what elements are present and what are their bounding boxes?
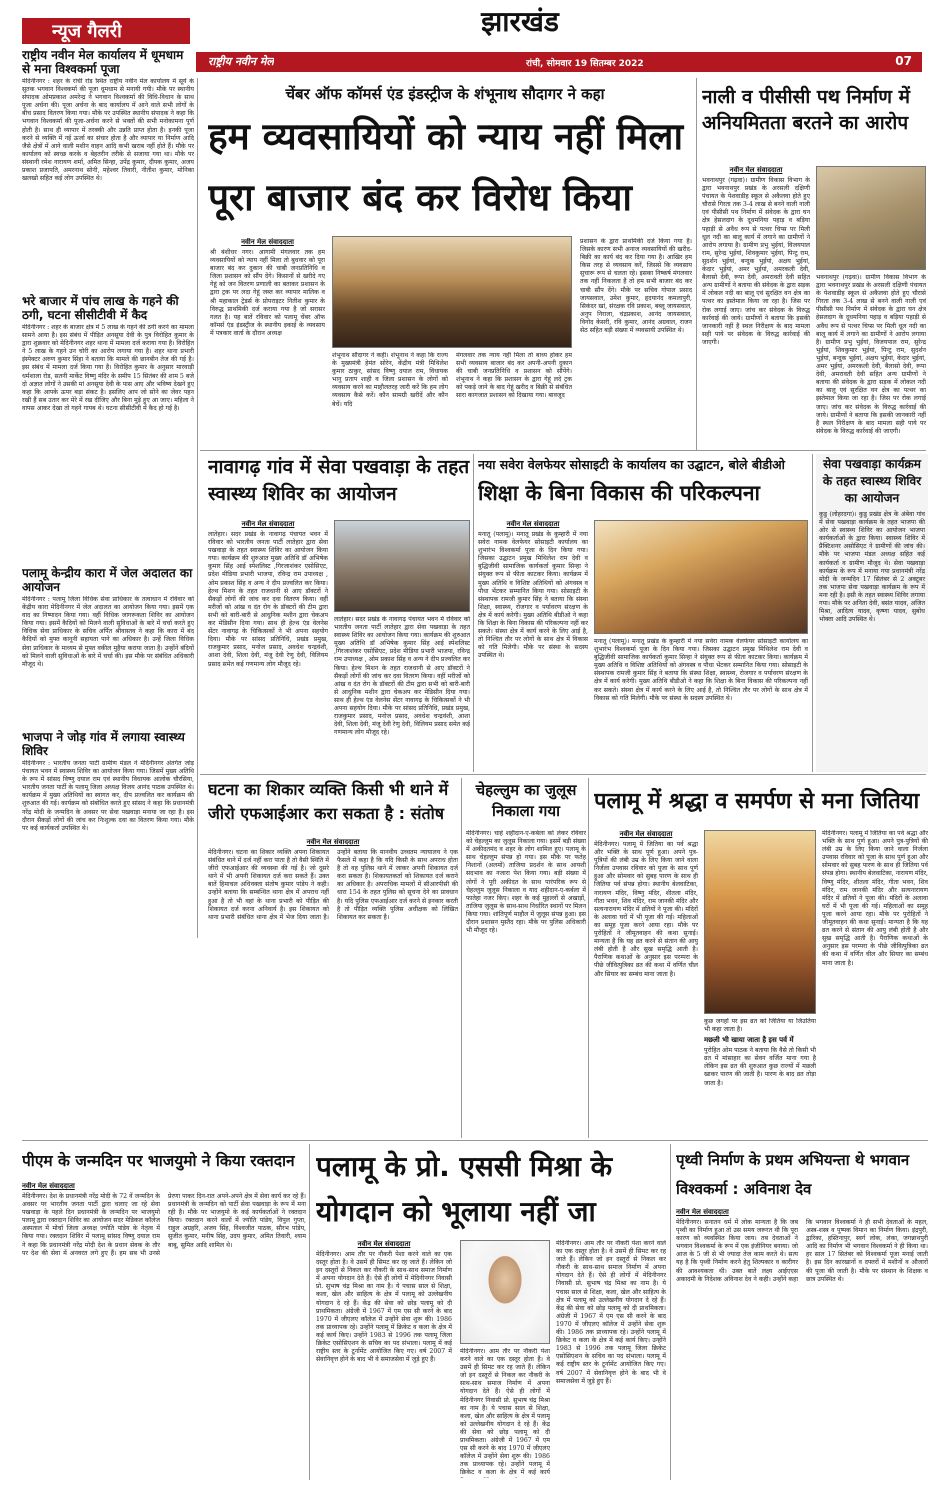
- divider: [461, 778, 462, 1138]
- gallery-item-body: मेदिनीनगर : भारतीय जनता पार्टी ग्रामीण मंडल ने मेदिनीनगर अंतर्गत जोड़ पंचायत भवन में स्वास्थ्य शिविर का आयोजन किया गया। जिसमें मुख्य अतिथि के रूप में सांसद विष्णु दयाल राम एवं स्थानीय विधायक आलोक चौरसिया, भारतीय जनता पार्टी के पलामू जिला अध्यक्ष विजय आनंद पाठक उपस्थित थे। कार्यक्रम में मुख्य अतिथियों का स्वागत कर, दीप प्रज्वलित कर कार्यक्रम की शुरुआत की गई। कार्यक्रम को संबोधित करते हुए सांसद ने कहा कि प्रधानमंत्री नरेंद्र मोदी के जन्मदिन के अवसर पर सेवा पखवाड़ा मनाया जा रहा है। इस दौरान सैकड़ों लोगों की जांच कर निःशुल्क दवा का वितरण किया गया। मौके पर कई कार्यकर्ता उपस्थित थे।: [22, 760, 194, 832]
- divider: [309, 1144, 310, 1480]
- lead-kicker: चेंबर ऑफ कॉमर्स एंड इंडस्ट्रीज के शंभूनाथ सौदागर ने कहा: [285, 85, 605, 103]
- divider: [22, 1140, 928, 1141]
- gallery-item-title: पलामू केन्द्रीय कारा में जेल अदालत का आयोजन: [22, 566, 193, 594]
- gallery-item-title: राष्ट्रीय नवीन मेल कार्यालय में धूमधाम से मना विश्वकर्मा पूजा: [22, 48, 184, 76]
- welfare-body-2: मनातू (पलामू)। मनातू प्रखंड के कुम्हारी में नया सवेरा नामक वेलफेयर सोसाइटी कार्यालय का शुभारंभ विश्वकर्मा पूजा के दिन किया गया। जिसका उद्घाटन प्रमुख मिथिलेश राम देवी व बुद्धिजीवी सामाजिक कार्यकर्ता कुमार सिन्हा ने संयुक्त रूप से फीता काटकर किया। कार्यक्रम में मुख्य अतिथि व विशिष्ट अतिथियों को अंगवस्त्र व पौधा भेंटकर सम्मानित किया गया। सोसाइटी के संस्थापक रामजी कुमार सिंह ने बताया कि संस्था शिक्षा, स्वास्थ्य, रोजगार व पर्यावरण संरक्षण के क्षेत्र में कार्य करेगी। मुख्य अतिथि बीडीओ ने कहा कि शिक्षा के बिना विकास की परिकल्पना नहीं कर सकते। संस्था क्षेत्र में कार्य करने के लिए आई है, तो निश्चित तौर पर लोगों के साथ क्षेत्र में विकास को गति मिलेगी। मौके पर संस्था के सदस्य उपस्थित थे।: [594, 638, 808, 702]
- mishra-portrait: [460, 1240, 550, 1344]
- mishra-headline-line2: योगदान को भूलाया नहीं जा: [316, 1195, 596, 1228]
- mishra-body-2: मेदिनीनगर। आम तौर पर नौकरी पेशा करने वाले का एक दस्तूर होता है। वे उसमें ही सिमट कर रह जाते हैं। लेकिन जो इन दस्तूरों से निकल कर नौकरी के साथ-साथ समाज निर्माण में अपना योगदान देते हैं। ऐसे ही लोगों में मेदिनीनगर निवासी प्रो. सुभाष चंद्र मिश्रा का नाम है। ये पचास साल से शिक्षा, कला, खेल और साहित्य के क्षेत्र में पलामू को उल्लेखनीय योगदान दे रहे हैं। केंद्र की सेवा को छोड़ पलामू को दी प्राथमिकता। अंग्रेजी में 1967 में एम एस सी करने के बाद 1970 में जीएलए कॉलेज में उन्होंने सेवा शुरू की। 1986 तक प्राध्यापक रहे। उन्होंने पलामू में क्रिकेट व कला के क्षेत्र में कई कार्य: [460, 1348, 550, 1477]
- news-gallery-header: [22, 18, 190, 44]
- lead-headline-line1: हम व्यवसायियों को न्याय नहीं मिला: [208, 115, 684, 158]
- lead-headline-line2: पूरा बाजार बंद कर विरोध किया: [208, 176, 633, 219]
- jitiya-byline: नवीन मेल संवाददाता: [619, 830, 673, 838]
- gallery-item-title: भरे बाजार में पांच लाख के गहने की ठगी, घटना सीसीटीवी में कैद: [22, 294, 179, 322]
- mishra-headline-line1: पलामू के प्रो. एससी मिश्रा के: [316, 1150, 613, 1183]
- page-section-title: झारखंड: [481, 5, 559, 38]
- lead-photo: [332, 236, 572, 348]
- vishwakarma-headline: पृथ्वी निर्माण के प्रथम अभियन्ता थे भगवान विश्वकर्मा : अविनाश देव: [676, 1151, 910, 1198]
- divider: [696, 78, 697, 450]
- news-gallery-column: [22, 46, 194, 936]
- navagarh-headline: नावागढ़ गांव में सेवा पखवाड़ा के तहत स्वास्थ्य शिविर का आयोजन: [208, 456, 470, 505]
- divider: [473, 454, 474, 772]
- kuru-box: [816, 454, 928, 772]
- right-top-body-col2: भवनाथपुर (गढ़वा)। ग्रामीण विकास विभाग के द्वारा भवनाथपुर प्रखंड के अरसली दक्षिणी पंचायत के पेशवाडीह स्कूल से अकैलवा होते हुए चौरासे गिरता तक 3-4 लाख से बनने वाली नाली एवं पीसीसी पथ निर्माण में संवेदक के द्वारा घन क्षेत्र हेसलदाग के दूधमनिया पहाड़ व बड़िया पहाड़ी से अवैध रूप से पत्थर चिप्स पर मिली धूल नदी का बालू कार्य में लगाने का ग्रामीणों ने आरोप लगाया है। ग्रामीण प्रभु भुईयां, विजयपाल राम, सुरेन्द्र भुईयां, शिवकुमार भुईयां, पिन्टु राम, सुदर्शन भुईयां, बन्दुक भुईयां, अक्षय भुईयां, केदार भुईयां, अमर भुईयां, अमरकली देवी, बैलासो देवी, रूपा देवी, अमरावती देवी सहित अन्य ग्रामीणों ने बताया की संवेदक के द्वारा सड़क में लोकल नदी का बालू एवं सुरक्षित वन क्षेत्र का पत्थर का इस्तेमाल किया जा रहा है। जिस पर रोक लगाई जाए। जांच कर संवेदक के विरुद्ध कार्रवाई की जाये। ग्रामीणों ने बताया कि इसकी जानकारी नहीं है स्थल निरीक्षण के बाद मामला सही पाये पर संवेदक के विरुद्ध कार्रवाई की जाएगी।: [816, 274, 926, 435]
- bjym-body: मेदिनीनगर। देश के प्रधानमंत्री नरेंद्र मोदी के 72 वें जन्मदिन के अवसर पर भारतीय जनता पार्टी द्वारा चलाए जा रहे सेवा पखवाड़ा के पहले दिन प्रधानमंत्री के जन्मदिन पर भाजयुमो पलामू द्वारा रक्तदान शिविर का आयोजन सदर मेडिकल कॉलेज अस्पताल में मोर्चा जिला अध्यक्ष ज्योति पांडेय के नेतृत्व में किया गया। रक्तदान शिविर में पलामू सांसद विष्णु दयाल राम ने कहा कि प्रधानमंत्री नरेंद्र मोदी देश के प्रधान सेवक के तौर पर देश की सेवा में अनवरत लगे हुए हैं। हम सब भी उनसे प्रेरणा पाकर दिन-रात अपने-अपने क्षेत्र में सेवा कार्य कर रहे हैं। प्रधानमंत्री के जन्मदिन को पार्टी सेवा पखवाड़ा के रूप में मना रही है। मौके पर भाजयुमो के कई कार्यकर्ताओं ने रक्तदान किया। रक्तदान करने वालों में ज्योति पांडेय, विपुल गुप्ता, राहुल अग्रहरि, अजय सिंह, विश्वजीत पाठक, सौरभ पांडेय, सुजीत कुमार, मनीष सिंह, उदय कुमार, अमित तिवारी, श्याम बाबू, सुमित आदि शामिल थे।: [22, 1193, 306, 1257]
- divider: [200, 450, 926, 451]
- gallery-item-body: मेदिनीनगर : पलामू जिला विधिक सेवा प्राधिकार के तत्वाधान में रविवार को केंद्रीय कारा मेदिनीनगर में जेल अदालत का आयोजन किया गया। इसमें एक वाद का निष्पादन किया गया। वहीं विधिक जागरूकता शिविर का आयोजन किया गया। इसमें कैदियों को मिलने वाली सुविधाओं के बारे में चर्चा करते हुए विधिक सेवा प्राधिकार के सचिव अर्पित श्रीवास्तव ने कहा कि कारा में बंद कैदियों को मुफ्त कानूनी सहायता पाने का अधिकार है। उन्हें जिला विधिक सेवा प्राधिकार के माध्यम से मुफ्त वकील मुहैया कराया जाता है। उन्होंने बंदियों को मिलने वाली सुविधाओं के बारे में चर्चा की। इस मौके पर संबंधित अधिकारी मौजूद थे।: [22, 596, 194, 668]
- divider: [200, 774, 926, 775]
- jitiya-body: मेदिनीनगर। पलामू में जितिया का पर्व श्रद्धा और भक्ति के साथ पूर्ण हुआ। अपने पुत्र-पुत्रियों की लंबी उम्र के लिए किया जाने वाला निर्जला उपवास रविवार को पूजा के साथ पूर्ण हुआ और सोमवार को सुबह पारण के साथ ही जितिया पर्व संपन्न होगा। स्थानीय बेलवाटिका, नारायण मंदिर, विष्णु मंदिर, शीतला मंदिर, गीता भवन, शिव मंदिर, राम जानकी मंदिर और सत्यनारायण मंदिर में व्रतियों ने पूजा की। मंदिरों के अलावा घरों में भी पूजा की गई। महिलाओं का समूह पूजा करने आया रहा। मौके पर पुरोहितों ने जीमूतवाहन की कथा सुनाई। मान्यता है कि यह व्रत करने से संतान की आयु लंबी होती है और सुख समृद्धि आती है। पैराणिक कथाओं के अनुसार इस परम्परा के पीछे जीवित्पुत्रिका व्रत की कथा में वर्णित चील और सियार का सम्बंध माना जाता है।: [594, 841, 698, 978]
- right-top-headline: नाली व पीसीसी पथ निर्माण में अनियमितता बरतने का आरोप: [702, 86, 910, 134]
- navagarh-byline: नवीन मेल संवाददाता: [241, 520, 295, 528]
- jitiya-col2: [704, 1018, 816, 1134]
- jitiya-col3: मेदिनीनगर। पलामू में जितिया का पर्व श्रद्धा और भक्ति के साथ पूर्ण हुआ। अपने पुत्र-पुत्रियों की लंबी उम्र के लिए किया जाने वाला निर्जला उपवास रविवार को पूजा के साथ पूर्ण हुआ और सोमवार को सुबह पारण के साथ ही जितिया पर्व संपन्न होगा। स्थानीय बेलवाटिका, नारायण मंदिर, विष्णु मंदिर, शीतला मंदिर, गीता भवन, शिव मंदिर, राम जानकी मंदिर और सत्यनारायण मंदिर में व्रतियों ने पूजा की। मंदिरों के अलावा घरों में भी पूजा की गई। महिलाओं का समूह पूजा करने आया रहा। मौके पर पुरोहितों ने जीमूतवाहन की कथा सुनाई। मान्यता है कि यह व्रत करने से संतान की आयु लंबी होती है और सुख समृद्धि आती है। पैराणिक कथाओं के अनुसार इस परम्परा के पीछे जीवित्पुत्रिका व्रत की कथा में वर्णित चील और सियार का सम्बंध माना जाता है।: [822, 830, 928, 967]
- gallery-item-title: भाजपा ने जोड़ गांव में लगाया स्वास्थ्य शिविर: [22, 730, 185, 758]
- jitiya-col1: [594, 830, 698, 1134]
- fir-body: मेदिनीनगर। घटना का शिकार व्यक्ति अपना शिकायत संबंधित थाने में दर्ज नहीं करा पाता है तो वैसी स्थिति में जीरो एफआईआर की व्यवस्था की गई है। जो दूसरे थाने में भी अपनी शिकायत दर्ज करा सकते हैं। उक्त बातें हिमाचल अधिवक्ता संतोष कुमार पांडेय ने कही। उन्होंने बताया कि सम्बन्धित थाना क्षेत्र में अपराध नहीं हुआ है तो भी वहां के थाना प्रभारी को पीड़ित की शिकायत दर्ज करना अनिवार्य है। इस शिकायत को थाना प्रभारी संबंधित थाना क्षेत्र में भेज दिया जाता है। उन्होंने बताया कि मानवीय उच्चतम न्यायालय ने एक फैसले में कहा है कि यदि किसी के साथ अपराध होता है तो वह पुलिस थाने में जाकर अपनी शिकायत दर्ज करा सकता है। शिकायतकर्ता को शिकायत दर्ज कराने का अधिकार है। अपराधिक मामलों में सीआरपीसी की धारा 154 के तहत पुलिस को सूचना देने का प्रावधान है। यदि पुलिस एफआईआर दर्ज करने से इनकार करती है तो पीड़ित व्यक्ति पुलिस अधीक्षक को लिखित शिकायत कर सकता है।: [208, 849, 458, 921]
- bjym-byline: नवीन मेल संवाददाता: [22, 1182, 75, 1190]
- lead-body-3: मंगलवार तक न्याय नहीं मिला तो बाध्य होकर हम सभी व्यवसाय बाजार बंद कर अपनी-अपनी दुकान की चाबी जनप्रतिनिधि व प्रशासन को सौंपेंगे। शंभूनाथ ने कहा कि प्रशासन के द्वारा गेहूं लदे ट्रक को पकड़े जाने के बाद गेहूं खरीद व बिक्री से संबंधित सारा कागजात प्रशासन को दिखाया गया। बावजूद: [456, 352, 572, 400]
- fir-byline: नवीन मेल संवाददाता: [306, 838, 360, 846]
- lead-body-2: शंभूनाथ सौदागर ने कही। शंभूनाथ ने कहा कि राज्य के मुख्यमंत्री हेमंत सोरेन, केंद्रीय मंत्री मिथिलेश कुमार ठाकुर, सांसद विष्णु दयाल राम, विधायक भानु प्रताप शाही व जिला प्रशासन के लोगों को व्यवसाय करने का माहौलतरह जारी करें कि हम लोग व्यवसाय कैसे करें। कौन सामग्री खरीदें और कौन बेचें। यदि: [332, 352, 448, 408]
- right-top-photo: [816, 166, 926, 270]
- jitiya-caption: कुछ जगहों पर इस व्रत को जितिया या जिउतिया भी कहा जाता है।: [704, 1018, 816, 1034]
- fir-body-block: [208, 838, 458, 1134]
- kuru-body: कुडु (लोहरदगा)। कुडु प्रखंड क्षेत्र के अंबेवा गांव में सेवा पखवाड़ा कार्यक्रम के तहत भाजपा की ओर से स्वास्थ्य शिविर का आयोजन भाजपा कार्यकर्ताओं के द्वारा किया। स्वास्थ्य शिविर में प्रैक्टिशनर असोसिएट ने ग्रामीणों की जांच की। मौके पर भाजपा मंडल अध्यक्ष सहित कई कार्यकर्ता व ग्रामीण मौजूद थे। सेवा पखवाड़ा कार्यक्रम के रूप में मनाया गया प्रधानमंत्री नरेंद्र मोदी के जन्मदिन 17 सितंबर से 2 अक्टूबर तक भाजपा सेवा पखवाड़ा कार्यक्रम के रूप में मना रही है। इसी के तहत स्वास्थ्य शिविर लगाया गया। मौके पर अनिता देवी, बसंत यादव, अजित मिश्रा, आदित्य यादव, कृष्णा यादव, सुबोध भोक्ता आदि उपस्थित थे।: [819, 511, 925, 624]
- mishra-byline: नवीन मेल संवाददाता: [357, 1240, 411, 1248]
- navagarh-col1: [208, 520, 328, 770]
- divider: [588, 778, 589, 1138]
- right-top-body: भवनाथपुर (गढ़वा)। ग्रामीण विकास विभाग के द्वारा भवनाथपुर प्रखंड के अरसली दक्षिणी पंचायत के पेशवाडीह स्कूल से अकैलवा होते हुए चौरासे गिरता तक 3-4 लाख से बनने वाली नाली एवं पीसीसी पथ निर्माण में संवेदक के द्वारा घन क्षेत्र हेसलदाग के दूधमनिया पहाड़ व बड़िया पहाड़ी से अवैध रूप से पत्थर चिप्स पर मिली धूल नदी का बालू कार्य में लगाने का ग्रामीणों ने आरोप लगाया है। ग्रामीण प्रभु भुईयां, विजयपाल राम, सुरेन्द्र भुईयां, शिवकुमार भुईयां, पिन्टु राम, सुदर्शन भुईयां, बन्दुक भुईयां, अक्षय भुईयां, केदार भुईयां, अमर भुईयां, अमरकली देवी, बैलासो देवी, रूपा देवी, अमरावती देवी सहित अन्य ग्रामीणों ने बताया की संवेदक के द्वारा सड़क में लोकल नदी का बालू एवं सुरक्षित वन क्षेत्र का पत्थर का इस्तेमाल किया जा रहा है। जिस पर रोक लगाई जाए। जांच कर संवेदक के विरुद्ध कार्रवाई की जाये। ग्रामीणों ने बताया कि इसकी जानकारी नहीं है स्थल निरीक्षण के बाद मामला सही पाये पर संवेदक के विरुद्ध कार्रवाई की जाएगी।: [702, 177, 810, 346]
- right-top-body-col1: [702, 166, 810, 446]
- mishra-col1: [316, 1240, 452, 1478]
- chehllum-body: मेदिनीनगर। चाहे शहीदान-ए-कर्बला को लेकर रविवार को चेहल्लुम का जुलूस निकाला गया। इसमें बड़ी संख्या में अकीदतमंद व शहर के लोग शामिल हुए। पलामू के साथ चेहल्लुम संपन्न हो गया। इस मौके पर फतेह निशानों (अलमों) ताजिया प्रदर्शन के साथ आयशी सदभाव का नजारा पेश किया गया। बड़ी संख्या में लोगों ने पूरी अकीदत के साथ पारंपरिक रूप से चेहल्लुम जुलूस निकाला व याद शहीदान-ए-कर्बला में फातेहा नजर किए। शहर के कई मुहल्लों से अखाड़ों, ताजिया जुलूस के साथ-साथ निर्धारित स्थानों पर मिलन किया गया। शांतिपूर्ण माहौल में जुलूस संपन्न हुआ। इस दौरान प्रशासन मुस्तैद रहा। मौके पर पुलिस अधिकारी भी मौजूद रहे।: [466, 830, 586, 935]
- dateline: रांची, सोमवार 19 सितम्बर 2022: [526, 59, 644, 69]
- news-gallery-title: न्यूज गैलरी: [52, 21, 122, 42]
- header-bar: [196, 52, 922, 72]
- vishwakarma-body-block: [676, 1208, 928, 1478]
- jitiya-subhead: मछली भी खाया जाता है इस पर्व में: [704, 1036, 794, 1045]
- vishwakarma-byline: नवीन मेल संवाददाता: [676, 1208, 729, 1216]
- jitiya-sub-body: पुरोहित ओम पाठक ने बताया कि वैसे तो किसी भी व्रत में मांसाहार का सेवन वर्जित माना गया है लेकिन इस व्रत की शुरुआत कुछ राज्यों में मछली खाकर पारण की जाती है। पारण के बाद व्रत तोड़ा जाता है।: [704, 1047, 816, 1087]
- chehllum-headline: चेहल्लुम का जुलूस निकाला गया: [475, 781, 577, 820]
- vishwakarma-body: मेदिनीनगर। सनातन धर्म में लोक मान्यता है कि जब पृथ्वी का निर्माण हुआ तो उस समय जरूरत थी कि पूरा कारण को व्यवस्थित किया जाय। तब देवताओं ने भगवान विश्वकर्मा के रूप में एक इंजीनियर बनाया। जो आज के 5 जी से भी ज्यादा तेज काम करते थे। सत्य यह है कि पृथ्वी निर्माण करने हेतु शिल्पकार व कारीगर की आवश्यकता थी। उक्त बातें लक्ष्य आईएएस अकादमी के निदेशक अविनाश देव ने कही। उन्होंने कहा कि भगवान विश्वकर्मा ने ही सभी देवताओं के महल, अस्त्र-शस्त्र व पुष्पक विमान का निर्माण किया। इंद्रपुरी, द्वारिका, हस्तिनापुर, स्वर्ग लोक, लंका, जगन्नाथपुरी आदि का निर्माण भी भगवान विश्वकर्मा ने ही किया था। हर साल 17 सितंबर को विश्वकर्मा पूजा मनाई जाती है। इस दिन कारखानों व दफ्तरों में मशीनों व औजारों की पूजा की जाती है। मौके पर संस्थान के शिक्षक व छात्र उपस्थित थे।: [676, 1219, 928, 1283]
- welfare-headline: नया सवेरा वेलफेयर सोसाइटी के कार्यालय का उद्घाटन, बोले बीडीओ: [478, 457, 785, 472]
- page-number: 07: [895, 54, 912, 68]
- lead-col-1: [210, 238, 325, 446]
- welfare-col1: [478, 520, 588, 770]
- lead-byline: नवीन मेल संवाददाता: [241, 238, 294, 246]
- mishra-body: मेदिनीनगर। आम तौर पर नौकरी पेशा करने वाले का एक दस्तूर होता है। वे उसमें ही सिमट कर रह जाते हैं। लेकिन जो इन दस्तूरों से निकल कर नौकरी के साथ-साथ समाज निर्माण में अपना योगदान देते हैं। ऐसे ही लोगों में मेदिनीनगर निवासी प्रो. सुभाष चंद्र मिश्रा का नाम है। ये पचास साल से शिक्षा, कला, खेल और साहित्य के क्षेत्र में पलामू को उल्लेखनीय योगदान दे रहे हैं। केंद्र की सेवा को छोड़ पलामू को दी प्राथमिकता। अंग्रेजी में 1967 में एम एस सी करने के बाद 1970 में जीएलए कॉलेज में उन्होंने सेवा शुरू की। 1986 तक प्राध्यापक रहे। उन्होंने पलामू में क्रिकेट व कला के क्षेत्र में कई कार्य किए। उन्होंने 1983 से 1996 तक पलामू जिला क्रिकेट एसोसिएशन के सचिव का पद संभाला। पलामू में कई राष्ट्रीय स्तर के टूर्नामेंट आयोजित किए गए। वर्ष 2007 में सेवानिवृत्त होने के बाद भी वे समाजसेवा में जुड़े हुए हैं।: [316, 1251, 452, 1364]
- welfare-body: मनातू (पलामू)। मनातू प्रखंड के कुम्हारी में नया सवेरा नामक वेलफेयर सोसाइटी कार्यालय का शुभारंभ विश्वकर्मा पूजा के दिन किया गया। जिसका उद्घाटन प्रमुख मिथिलेश राम देवी व बुद्धिजीवी सामाजिक कार्यकर्ता कुमार सिन्हा ने संयुक्त रूप से फीता काटकर किया। कार्यक्रम में मुख्य अतिथि व विशिष्ट अतिथियों को अंगवस्त्र व पौधा भेंटकर सम्मानित किया गया। सोसाइटी के संस्थापक रामजी कुमार सिंह ने बताया कि संस्था शिक्षा, स्वास्थ्य, रोजगार व पर्यावरण संरक्षण के क्षेत्र में कार्य करेगी। मुख्य अतिथि बीडीओ ने कहा कि शिक्षा के बिना विकास की परिकल्पना नहीं कर सकते। संस्था क्षेत्र में कार्य करने के लिए आई है, तो निश्चित तौर पर लोगों के साथ क्षेत्र में विकास को गति मिलेगी। मौके पर संस्था के सदस्य उपस्थित थे।: [478, 531, 588, 660]
- bjym-body-block: [22, 1182, 306, 1478]
- navagarh-body: लातेहार। सदर प्रखंड के नावागढ़ पंचायत भवन में रविवार को भारतीय जनता पार्टी लातेहार द्वारा सेवा पखवाड़ा के तहत स्वास्थ्य शिविर का आयोजन किया गया। कार्यक्रम की शुरुआत मुख्य अतिथि डॉ अभिषेक कुमार सिंह आई स्पेशलिस्ट ,गिरजाशंकर एसोसिएट, प्रदेश मीडिया प्रभारी भाजपा, रविन्द्र राम उपाध्यक्ष , ओम प्रकाश सिंह व अन्य ने दीप प्रज्वलित कर किया। हेल्थ मिशन के तहत राजधानी से आए डॉक्टरों ने सैकड़ों लोगों की जांच कर दवा वितरण किया। वहीं मरीजों को आंख व दंत रोग के डॉक्टरों की टीम द्वारा सभी को बारी-बारी से आधुनिक मशीन द्वारा चेकअप कर मेडिसीन दिया गया। साथ ही हेल्थ एंड वेलनेस सेंटर नावागढ़ के चिकित्सकों ने भी अपना सहयोग दिया। मौके पर सांसद प्रतिनिधि, प्रखंड प्रमुख, राजकुमार प्रसाद, मनोज प्रसाद, अवधेश चन्द्रवंशी, आशा देवी, शिला देवी, मंजू देवी रेणु देवी, विलियम प्रसाद समेत कई गणमान्य लोग मौजूद रहे।: [208, 531, 328, 668]
- jitiya-photo: [704, 830, 816, 1014]
- divider: [670, 1144, 671, 1480]
- divider: [812, 454, 813, 772]
- welfare-byline: नवीन मेल संवाददाता: [506, 520, 560, 528]
- navagarh-body-2: लातेहार। सदर प्रखंड के नावागढ़ पंचायत भवन में रविवार को भारतीय जनता पार्टी लातेहार द्वारा सेवा पखवाड़ा के तहत स्वास्थ्य शिविर का आयोजन किया गया। कार्यक्रम की शुरुआत मुख्य अतिथि डॉ अभिषेक कुमार सिंह आई स्पेशलिस्ट ,गिरजाशंकर एसोसिएट, प्रदेश मीडिया प्रभारी भाजपा, रविन्द्र राम उपाध्यक्ष , ओम प्रकाश सिंह व अन्य ने दीप प्रज्वलित कर किया। हेल्थ मिशन के तहत राजधानी से आए डॉक्टरों ने सैकड़ों लोगों की जांच कर दवा वितरण किया। वहीं मरीजों को आंख व दंत रोग के डॉक्टरों की टीम द्वारा सभी को बारी-बारी से आधुनिक मशीन द्वारा चेकअप कर मेडिसीन दिया गया। साथ ही हेल्थ एंड वेलनेस सेंटर नावागढ़ के चिकित्सकों ने भी अपना सहयोग दिया। मौके पर सांसद प्रतिनिधि, प्रखंड प्रमुख, राजकुमार प्रसाद, मनोज प्रसाद, अवधेश चन्द्रवंशी, आशा देवी, शिला देवी, मंजू देवी रेणु देवी, विलियम प्रसाद समेत कई गणमान्य लोग मौजूद रहे।: [334, 616, 470, 737]
- gallery-item-body: मेदिनीनगर : शहर के बाजार क्षेत्र में 5 लाख के गहने की ठगी करने का मामला सामने आया है। इस संबंध में पीड़ित अनसूया देवी के पुत्र विरोहित कुमार के द्वारा शुक्रवार को मेदिनीनगर शहर थाना में मामला दर्ज कराया गया है। विरोहित ने 5 लाख के गहने उन चोरी का आरोप लगाया गया है। शहर थाना प्रभारी इंस्पेक्टर अरुण कुमार सिंहा ने बताया कि मामले की छानबीन तेज की गई है। इस संबंध में मामला दर्ज किया गया है। विरोहित कुमार के अनुसार मारवाड़ी धर्मशाला रोड, सतनी मार्केट विष्णु मंदिर के समीप 15 सितंबर की शाम 5 बजे दो अज्ञात लोगों ने उसकी मां अनसूया देवी के पास आए और भविष्य देखने हुए कहा कि आपके ऊपर बड़ा संकट है। इसलिए आप जो सोने का जेवर पहन रखी हैं सब उतार कर मेरे में रख दीजिए और बिना मुड़े हुए आ जाए। महिला ने वापस आकर देखा तो गहने गायब थे। घटना सीसीटीवी में कैद हो गई है।: [22, 324, 194, 412]
- lead-body-1: श्री बंशीधर नगर। आगामी मंगलवार तक हम व्यवसायियों को न्याय नहीं मिला तो बुधवार को पूरा बाजार बंद कर दुकान की चाबी जनप्रतिनिधि व जिला प्रशासन को सौंप देंगे। किसानों से खरीदे गए गेहूं को जन वितरण प्रणाली का बताकर प्रशासन के द्वारा ट्रक पर लदा गेहूं जब्त कर व्यापार मालिक व श्री महाकाल ट्रेडर्स के प्रोपराइटर नितीश कुमार के विरुद्ध प्राथमिकी दर्ज कराया गया है जो सरासर गलत है। यह बातें रविवार को पलामू चेंबर ऑफ कॉमर्स एंड इंडस्ट्रीज के स्थानीय इकाई के व्यवसाय में पत्रकार वार्ता के दौरान अध्यक्ष: [210, 249, 325, 337]
- right-top-byline: नवीन मेल संवाददाता: [729, 166, 783, 174]
- jitiya-headline: पलामू में श्रद्धा व समर्पण से मना जितिया: [594, 789, 920, 814]
- paper-name: राष्ट्रीय नवीन मेल: [208, 55, 274, 68]
- mishra-body-3: मेदिनीनगर। आम तौर पर नौकरी पेशा करने वाले का एक दस्तूर होता है। वे उसमें ही सिमट कर रह जाते हैं। लेकिन जो इन दस्तूरों से निकल कर नौकरी के साथ-साथ समाज निर्माण में अपना योगदान देते हैं। ऐसे ही लोगों में मेदिनीनगर निवासी प्रो. सुभाष चंद्र मिश्रा का नाम है। ये पचास साल से शिक्षा, कला, खेल और साहित्य के क्षेत्र में पलामू को उल्लेखनीय योगदान दे रहे हैं। केंद्र की सेवा को छोड़ पलामू को दी प्राथमिकता। अंग्रेजी में 1967 में एम एस सी करने के बाद 1970 में जीएलए कॉलेज में उन्होंने सेवा शुरू की। 1986 तक प्राध्यापक रहे। उन्होंने पलामू में क्रिकेट व कला के क्षेत्र में कई कार्य किए। उन्होंने 1983 से 1996 तक पलामू जिला क्रिकेट एसोसिएशन के सचिव का पद संभाला। पलामू में कई राष्ट्रीय स्तर के टूर्नामेंट आयोजित किए गए। वर्ष 2007 में सेवानिवृत्त होने के बाद भी वे समाजसेवा में जुड़े हुए हैं।: [556, 1240, 666, 1385]
- navagarh-photo: [334, 520, 470, 612]
- lead-body-4: प्रशासन के द्वारा प्राथमिकी दर्ज किया गया है। जिसके कारण सभी अनाज व्यवसायियों की खरीद-बिक्री का कार्य बंद कर दिया गया है। आखिर हम किस तरह से व्यवसाय करें, जिससे कि व्यवसाय सुचारू रूप से चलता रहे। इसका निष्कर्ष मंगलवार तक नहीं निकलता है तो हम सभी बाजार बंद कर चाबी सौंप देंगे। मौके पर सचिव गोपाल प्रसाद जायसवाल, उमेश कुमार, हृदयानंद कमलापुरी, सिकंदर खां, संरक्षक रवि प्रकाश, बब्लू जायसवाल, अनुप निराला, चंद्रप्रकाश, आनंद जायसवाल, विनोद केसरी, रवि कुमार, आनंद अग्रवाल, राजन सेठ सहित बड़ी संख्या में व्यवसायी उपस्थित थे।: [580, 238, 692, 335]
- bjym-headline: पीएम के जन्मदिन पर भाजयुमो ने किया रक्तदान: [22, 1152, 295, 1170]
- gallery-item-body: मेदिनीनगर : शहर के रांची रोड स्थित राष्ट्रीय नवीन मेल कार्यालय में सूर्य के सुतक भगवान विश्वकर्मा की पूजा धूमधाम से मनायी गयी। मौके पर स्थानीय संपादक ओमप्रकाश अमरेन्द्र ने भगवान विश्वकर्मा की विधि-विधान के साथ पूजा अर्चना की। पूजा अर्चना के बाद कार्यालय में आने वाले सभी लोगों के बीच प्रसाद वितरण किया गया। मौके पर उपस्थित स्थानीय संपादक ने कहा कि भगवान विश्वकर्मा की पूजा-अर्चना करने से भक्तों की सभी मनोकामना पूर्ण होती है। साथ ही व्यापार में तरक्की और उन्नति प्राप्त होता है। इनकी पूजा करने से व्यक्ति में नई ऊर्जा का संचार होता है और व्यापार या निर्माण आदि जैसे क्षेत्रों में आने वाली मशीन वाहन आदि कभी खराब नहीं होते हैं। मौके पर कार्यालय को स्वच्छ करके व बेहतरीन तरीके से सजाया गया था। मौके पर संस्थानी रमेश नारायण शर्मा, अमित सिन्हा, उपेंद्र कुमार, दीपक कुमार, अजय प्रकाश प्रजापति, अमरनाथ सोनी, महेश्वर तिवारी, नीतीश कुमार, मोनिका खलखो सहित कई लोग उपस्थित थे।: [22, 78, 194, 183]
- divider: [197, 78, 198, 938]
- welfare-photo: [594, 520, 808, 634]
- kuru-headline: सेवा पखवाड़ा कार्यक्रम के तहत स्वास्थ्य शिविर का आयोजन: [822, 457, 922, 505]
- welfare-headline-2: शिक्षा के बिना विकास की परिकल्पना: [478, 481, 760, 505]
- fir-headline: घटना का शिकार व्यक्ति किसी भी थाने में जीरो एफआईआर करा सकता है : संतोष: [208, 780, 449, 823]
